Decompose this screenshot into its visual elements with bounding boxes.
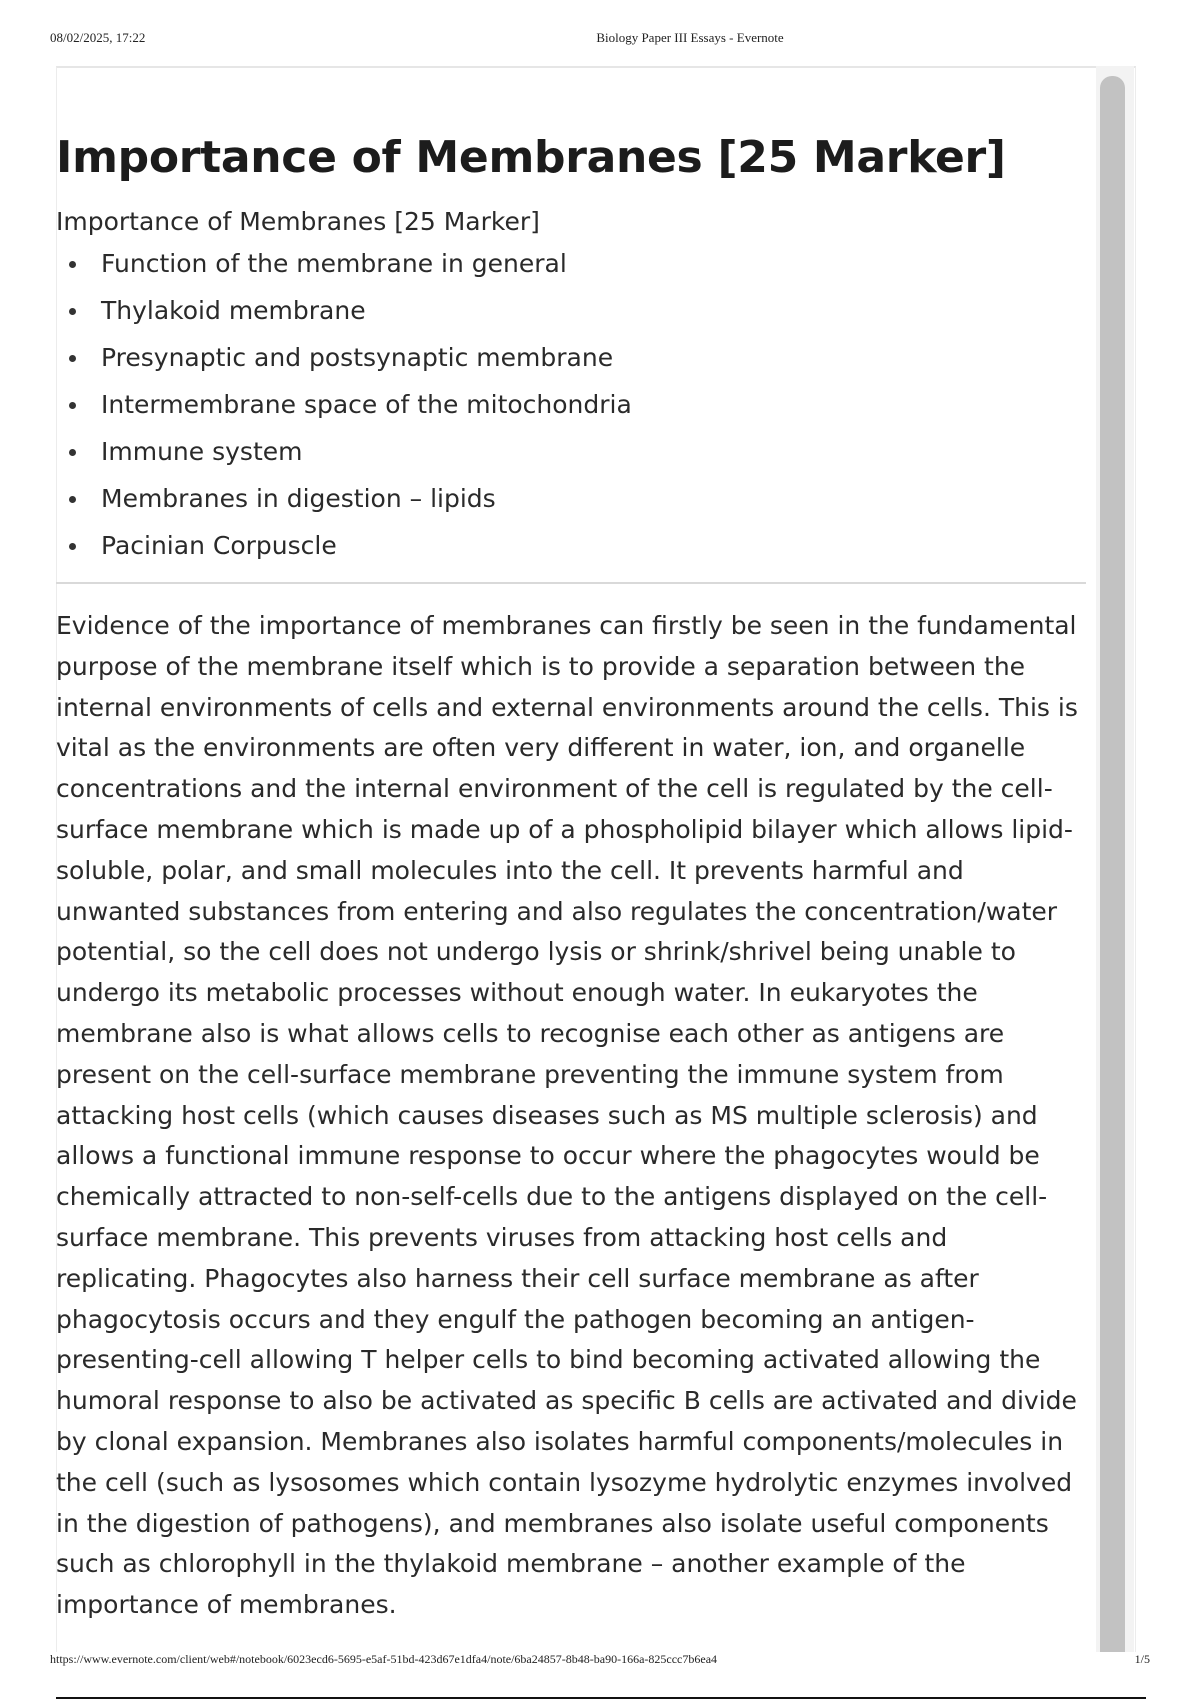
print-header	[0, 30, 1200, 50]
list-item	[56, 436, 1086, 483]
note-content[interactable]	[56, 68, 1086, 1626]
print-datetime: 08/02/2025, 17:22	[50, 30, 146, 45]
horizontal-divider	[56, 582, 1086, 584]
print-url: https://www.evernote.com/client/web#/notebook/6023ecd6-5695-e5af-51bd-423d67e1dfa4/note/6ba24857-8b48-ba90-166a-825ccc7b6ea4	[50, 1652, 718, 1666]
bullet-icon	[69, 543, 76, 550]
print-window-title: Biology Paper III Essays - Evernote	[596, 30, 784, 45]
note-subtitle: Importance of Membranes [25 Marker]	[56, 207, 540, 236]
list-item	[56, 342, 1086, 389]
print-footer	[0, 1652, 1200, 1700]
list-item	[56, 483, 1086, 530]
list-item-text: Immune system	[101, 437, 303, 466]
bullet-icon	[69, 496, 76, 503]
list-item-text: Intermembrane space of the mitochondria	[101, 390, 632, 419]
essay-paragraph[interactable]: Evidence of the importance of membranes can firstly be seen in the fundamental purpose of the membrane itself which is to provide a separation between the internal environments of cells and external environments around the cells. This is vital as the environments are often very different in water, ion, and organelle concentrations and the internal environment of the cell is regulated by the cell-surface membrane which is made up of a phospholipid bilayer which allows lipid-soluble, polar, and small molecules into the cell. It prevents harmful and unwanted substances from entering and also regulates the concentration/water potential, so the cell does not undergo lysis or shrink/shrivel being unable to undergo its metabolic processes without enough water. In eukaryotes the membrane also is what allows cells to recognise each other as antigens are present on the cell-surface membrane preventing the immune system from attacking host cells (which causes diseases such as MS multiple sclerosis) and allows a functional immune response to occur where the phagocytes would be chemically attracted to non-self-cells due to the antigens displayed on the cell-surface membrane. This prevents viruses from attacking host cells and replicating. Phagocytes also harness their cell surface membrane as after phagocytosis occurs and they engulf the pathogen becoming an antigen-presenting-cell allowing T helper cells to bind becoming activated allowing the humoral response to also be activated as specific B cells are activated and divide by clonal expansion. Membranes also isolates harmful components/molecules in the cell (such as lysosomes which contain lysozyme hydrolytic enzymes involved in the digestion of pathogens), and membranes also isolate useful components such as chlorophyll in the thylakoid membrane – another example of the importance of membranes.	[56, 611, 1078, 1620]
page-indicator: 1/5	[1134, 1652, 1150, 1666]
bullet-icon	[69, 402, 76, 409]
list-item-text: Membranes in digestion – lipids	[101, 484, 496, 513]
list-item	[56, 295, 1086, 342]
list-item	[56, 389, 1086, 436]
bullet-icon	[69, 355, 76, 362]
note-title[interactable]: Importance of Membranes [25 Marker]	[56, 132, 1006, 183]
bullet-icon	[69, 308, 76, 315]
list-item	[56, 248, 1086, 295]
list-item	[56, 530, 1086, 577]
list-item-text: Pacinian Corpuscle	[101, 531, 337, 560]
bullet-icon	[69, 261, 76, 268]
list-item-text: Presynaptic and postsynaptic membrane	[101, 343, 614, 372]
list-item-text: Function of the membrane in general	[101, 249, 567, 278]
footer-rule	[56, 1697, 1146, 1699]
outline-list	[56, 248, 1086, 577]
list-item-text: Thylakoid membrane	[101, 296, 366, 325]
scrollbar-thumb[interactable]	[1100, 76, 1125, 1656]
bullet-icon	[69, 449, 76, 456]
